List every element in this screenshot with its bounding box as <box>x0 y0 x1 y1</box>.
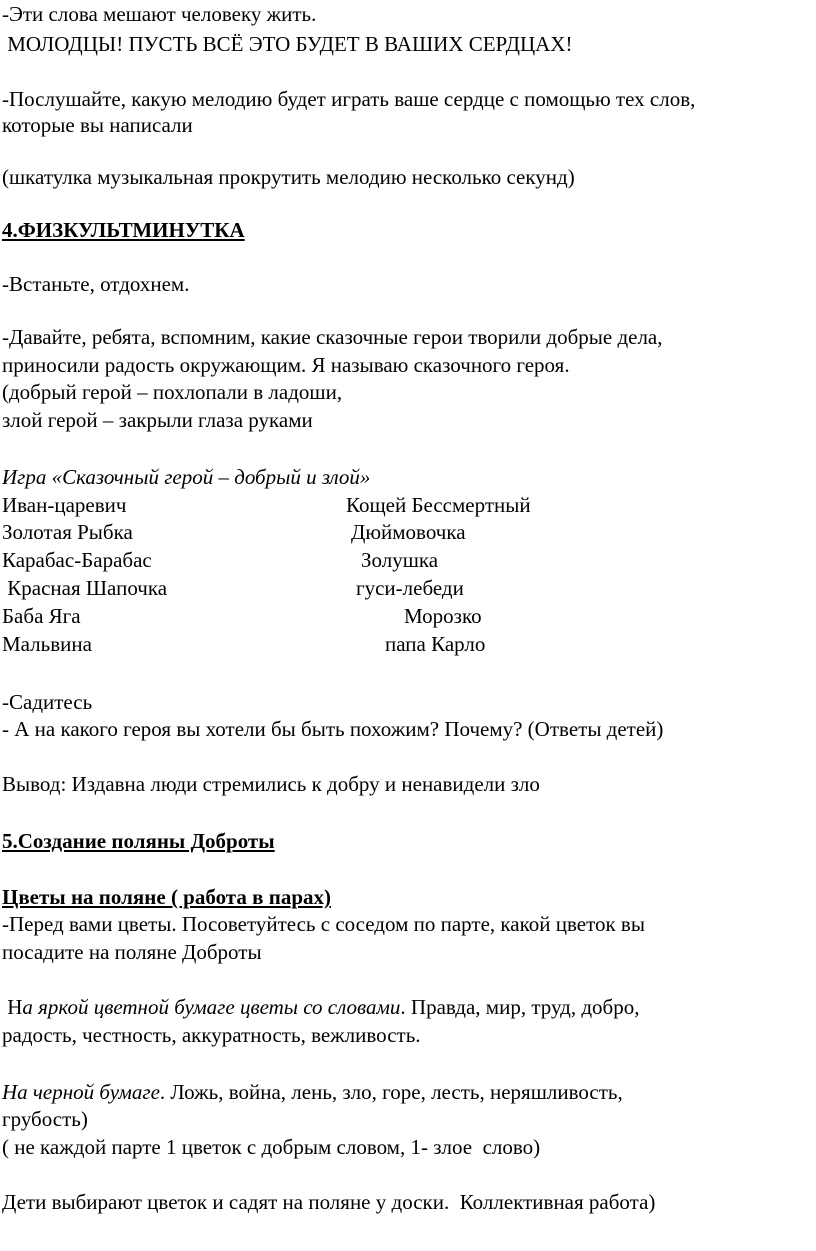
text-line: приносили радость окружающим. Я называю сказочного героя. <box>2 353 570 377</box>
text-line: -Встаньте, отдохнем. <box>2 272 190 296</box>
hero-evil: Морозко <box>404 604 482 628</box>
text-run: . Правда, мир, труд, добро, <box>400 995 640 1019</box>
hero-evil: гуси-лебеди <box>356 576 464 600</box>
text-line: посадите на поляне Доброты <box>2 940 262 964</box>
text-line: радость, честность, аккуратность, вежливость. <box>2 1023 421 1047</box>
text-line: -Садитесь <box>2 690 93 714</box>
text-line: которые вы написали <box>2 113 193 137</box>
text-line: злой герой – закрыли глаза руками <box>2 408 313 432</box>
italic-run: а яркой цветной бумаге цветы со словами <box>22 995 401 1019</box>
text-line: -Давайте, ребята, вспомним, какие сказочные герои творили добрые дела, <box>2 325 663 349</box>
hero-evil: Кощей Бессмертный <box>346 493 531 517</box>
section-heading: 5.Создание поляны Доброты <box>2 829 275 853</box>
text-line: -Перед вами цветы. Посоветуйтесь с соседом по парте, какой цветок вы <box>2 912 645 936</box>
text-line: (шкатулка музыкальная прокрутить мелодию несколько секунд) <box>2 165 575 189</box>
subheading: Цветы на поляне ( работа в парах) <box>2 885 331 909</box>
text-line: Дети выбирают цветок и садят на поляне у доски. Коллективная работа) <box>2 1190 656 1214</box>
text-line: ( не каждой парте 1 цветок с добрым словом, 1- злое слово) <box>2 1135 541 1159</box>
section-heading: 4.ФИЗКУЛЬТМИНУТКА <box>2 218 245 242</box>
text-line: (добрый герой – похлопали в ладоши, <box>2 380 343 404</box>
hero-evil: Дюймовочка <box>351 520 466 544</box>
hero-good: Карабас-Барабас <box>2 548 152 572</box>
text-line <box>2 994 639 1020</box>
conclusion: Вывод: Издавна люди стремились к добру и ненавидели зло <box>2 772 540 796</box>
hero-evil: папа Карло <box>385 632 486 656</box>
hero-good: Баба Яга <box>2 604 81 628</box>
hero-good: Иван-царевич <box>2 493 127 517</box>
text-line: МОЛОДЦЫ! ПУСТЬ ВСЁ ЭТО БУДЕТ В ВАШИХ СЕРДЦАХ! <box>2 32 573 56</box>
text-line: -Эти слова мешают человеку жить. <box>2 2 317 26</box>
text-run: Н <box>2 995 23 1019</box>
game-title: Игра «Сказочный герой – добрый и злой» <box>2 465 371 489</box>
hero-evil: Золушка <box>361 548 439 572</box>
text-line <box>2 1079 623 1105</box>
text-line: - А на какого героя вы хотели бы быть похожим? Почему? (Ответы детей) <box>2 717 664 741</box>
hero-good: Золотая Рыбка <box>2 520 133 544</box>
text-line: -Послушайте, какую мелодию будет играть ваше сердце с помощью тех слов, <box>2 87 696 111</box>
text-line: грубость) <box>2 1107 88 1131</box>
hero-good: Красная Шапочка <box>2 576 168 600</box>
hero-good: Мальвина <box>2 632 92 656</box>
text-run: . Ложь, война, лень, зло, горе, лесть, неряшливость, <box>159 1080 623 1104</box>
italic-run: На черной бумаге <box>2 1080 160 1104</box>
